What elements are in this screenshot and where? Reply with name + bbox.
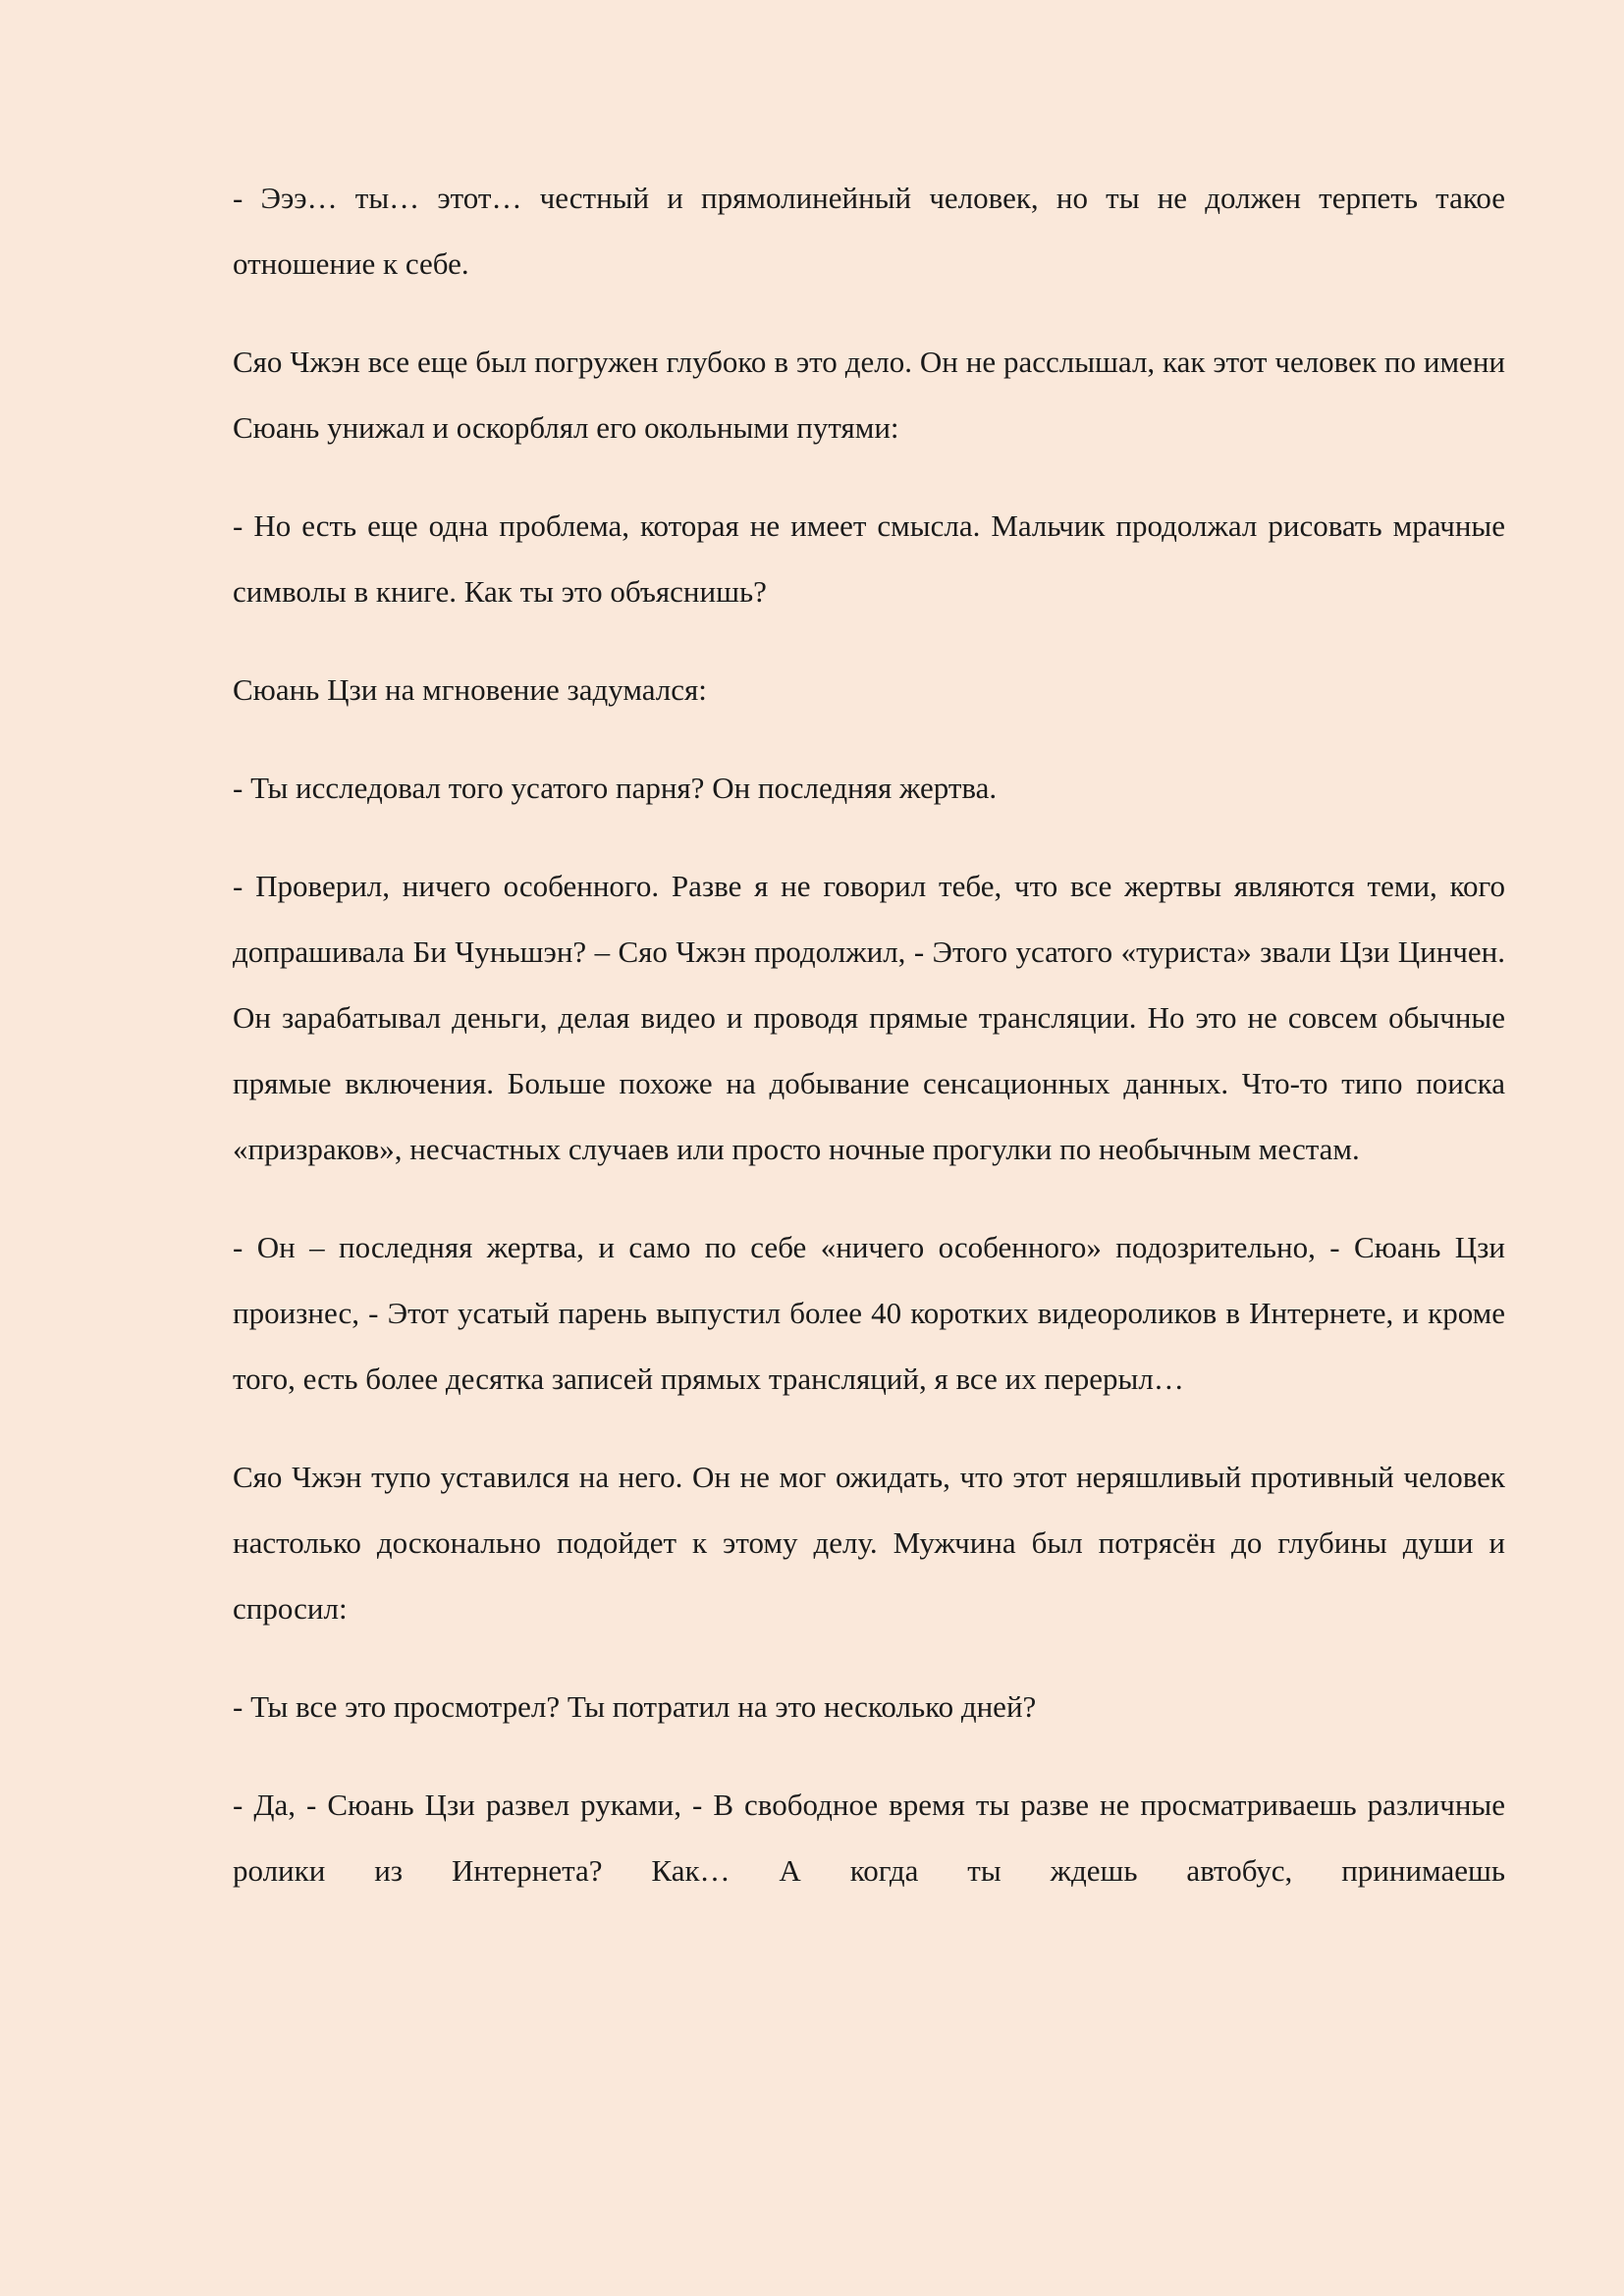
paragraph-6: - Проверил, ничего особенного. Разве я не говорил тебе, что все жертвы являются теми, кого допрашивала Би Чуньшэн? – Сяо Чжэн продолжил, - Этого усатого «туриста» звали Цзи Цинчен. Он зарабатывал деньги, делая видео и проводя прямые трансляции. Но это не совсем обычные прямые включения. Больше похоже на добывание сенсационных данных. Что-то типо поиска «призраков», несчастных случаев или просто ночные прогулки по необычным местам.	[233, 869, 1505, 1166]
paragraph-3: - Но есть еще одна проблема, которая не имеет смысла. Мальчик продолжал рисовать мрачные символы в книге. Как ты это объяснишь?	[233, 508, 1505, 609]
paragraph-4: Сюань Цзи на мгновение задумался:	[233, 672, 707, 707]
paragraph-5: - Ты исследовал того усатого парня? Он последняя жертва.	[233, 771, 998, 805]
paragraph-8: Сяо Чжэн тупо уставился на него. Он не мог ожидать, что этот неряшливый противный человек настолько досконально подойдет к этому делу. Мужчина был потрясён до глубины души и спросил:	[233, 1460, 1505, 1626]
paragraph-9: - Ты все это просмотрел? Ты потратил на это несколько дней?	[233, 1689, 1037, 1724]
paragraph-7: - Он – последняя жертва, и само по себе «ничего особенного» подозрительно, - Сюань Цзи произнес, - Этот усатый парень выпустил более 40 коротких видеороликов в Интернете, и кроме того, есть более десятка записей прямых трансляций, я все их перерыл…	[233, 1230, 1505, 1396]
text-body	[233, 165, 1505, 1903]
paragraph-2: Сяо Чжэн все еще был погружен глубоко в это дело. Он не расслышал, как этот человек по имени Сюань унижал и оскорблял его окольными путями:	[233, 345, 1505, 445]
paragraph-10: - Да, - Сюань Цзи развел руками, - В свободное время ты разве не просматриваешь различные ролики из Интернета? Как… А когда ты ждешь автобус, принимаешь	[233, 1788, 1505, 1888]
paragraph-1: - Эээ… ты… этот… честный и прямолинейный человек, но ты не должен терпеть такое отношение к себе.	[233, 181, 1505, 281]
